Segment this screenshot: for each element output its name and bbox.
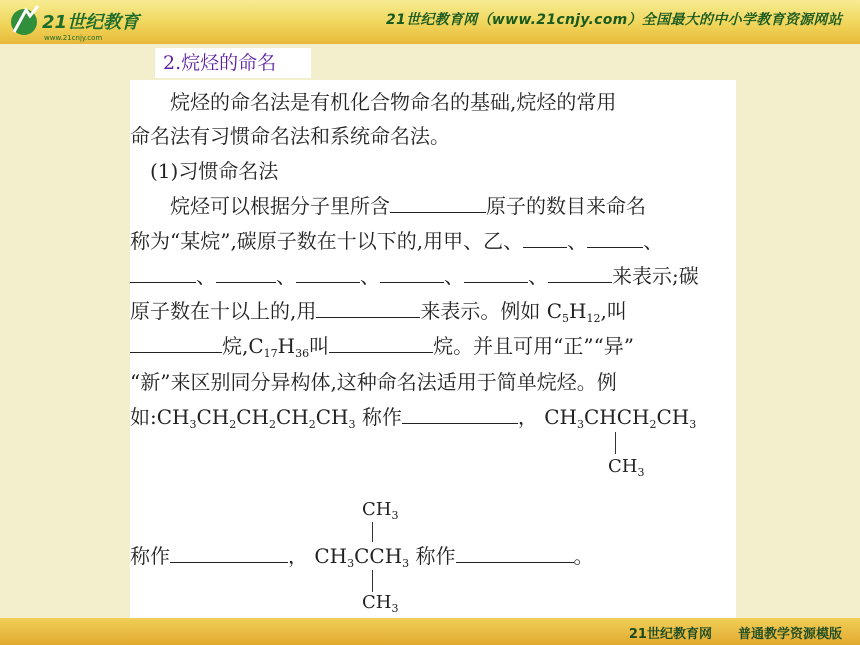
answer-blank[interactable]: [296, 262, 360, 283]
answer-blank[interactable]: [316, 297, 420, 318]
logo-url: www.21cnjy.com: [44, 34, 103, 42]
content-area: [130, 80, 736, 620]
header-band: [0, 0, 860, 44]
answer-blank[interactable]: [130, 332, 222, 353]
answer-blank[interactable]: [130, 262, 196, 283]
answer-blank[interactable]: [216, 262, 276, 283]
para2-line3: 、 、 、 、 、 来表示;碳: [130, 262, 699, 290]
bond-line: [372, 570, 373, 592]
answer-blank[interactable]: [380, 262, 444, 283]
footer-text: [629, 623, 842, 642]
methyl-branch-bottom: $CH_3$: [362, 592, 399, 615]
subsection-title: (1)习惯命名法: [130, 159, 279, 183]
footer-template: 普通教学资源模版: [737, 627, 842, 642]
isopentane-formula: $CH_3CHCH_2CH_3$: [544, 405, 697, 431]
section-title: 2.烷烃的命名: [155, 48, 311, 78]
para2-line2: 称为“某烷”,碳原子数在十以下的,用甲、乙、 、 、: [130, 229, 664, 253]
neopentane-formula: $CH_3CCH_3$: [314, 544, 410, 570]
pentane-formula: 如$:CH_3CH_2CH_2CH_2CH_3$: [130, 405, 356, 431]
footer-band: [0, 618, 860, 645]
footer-site: 21世纪教育网: [628, 627, 712, 642]
para2-line7: 如$:CH_3CH_2CH_2CH_2CH_3$ 称作 ， $CH_3CHCH_2CH_3$: [130, 405, 697, 431]
answer-blank[interactable]: [390, 192, 486, 213]
para1-line1: 烷烃的命名法是有机化合物命名的基础,烷烃的常用: [130, 90, 617, 114]
answer-blank[interactable]: [523, 227, 567, 248]
para2-line6: “新”来区别同分异构体,这种命名法适用于简单烷烃。例: [130, 370, 617, 394]
bond-line: [372, 522, 373, 542]
logo-21cnjy-icon: [4, 2, 154, 44]
logo-text: 21世纪教育: [42, 12, 140, 33]
answer-blank[interactable]: [402, 403, 518, 424]
answer-blank[interactable]: [456, 542, 574, 563]
para2-line4: 原子数在十以上的,用 来表示。例如 $C_5H_{12}$,叫: [130, 299, 627, 325]
site-banner: 21世纪教育网（www.21cnjy.com）全国最大的中小学教育资源网站: [385, 12, 842, 28]
para2-line5: 烷$,C_{17}H_{36}$叫 烷。并且可用“正”“异”: [130, 332, 634, 360]
para2-line1: 烷烃可以根据分子里所含 原子的数目来命名: [130, 194, 646, 218]
answer-blank[interactable]: [464, 262, 528, 283]
answer-blank[interactable]: [548, 262, 612, 283]
methyl-branch: $CH_3$: [608, 456, 645, 479]
methyl-branch-top: $CH_3$: [362, 499, 399, 522]
answer-blank[interactable]: [587, 227, 643, 248]
bond-line: [615, 432, 616, 454]
answer-blank[interactable]: [170, 542, 288, 563]
answer-blank[interactable]: [329, 332, 433, 353]
para2-line8: 称作 ， $CH_3CCH_3$ 称作 。: [130, 544, 594, 570]
para1-line2: 命名法有习惯命名法和系统命名法。: [130, 124, 450, 148]
